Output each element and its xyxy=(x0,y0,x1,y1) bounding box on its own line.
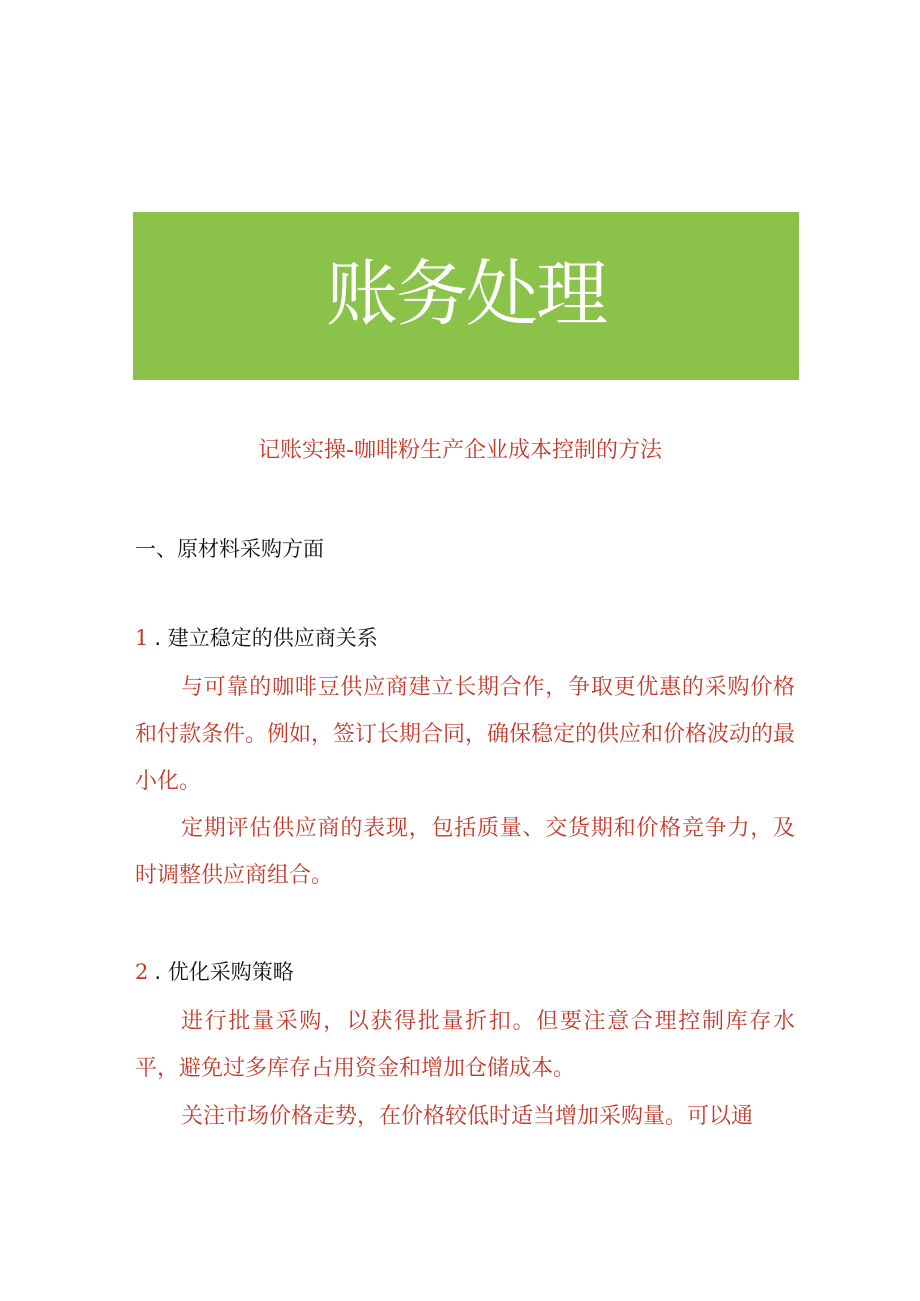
paragraph: 与可靠的咖啡豆供应商建立长期合作，争取更优惠的采购价格和付款条件。例如，签订长期合同，确保稳定的供应和价格波动的最小化。 xyxy=(135,675,796,794)
paragraph: 定期评估供应商的表现，包括质量、交货期和价格竞争力，及时调整供应商组合。 xyxy=(135,816,795,888)
title-banner xyxy=(133,212,799,380)
sub-heading-number: 1 xyxy=(135,626,149,650)
sub-heading-1 xyxy=(135,624,378,652)
document-subtitle: 记账实操-咖啡粉生产企业成本控制的方法 xyxy=(258,438,662,463)
sub-heading-number: 2 xyxy=(135,960,149,984)
paragraph: 关注市场价格走势，在价格较低时适当增加采购量。可以通 xyxy=(181,1104,754,1129)
sub-heading-2 xyxy=(135,958,294,986)
paragraph: 进行批量采购，以获得批量折扣。但要注意合理控制库存水平，避免过多库存占用资金和增加仓储成本。 xyxy=(135,1009,795,1081)
sub-heading-title: . 优化采购策略 xyxy=(154,960,294,984)
section-heading: 一、原材料采购方面 xyxy=(135,537,324,561)
sub-heading-title: . 建立稳定的供应商关系 xyxy=(154,626,378,650)
banner-title: 账务处理 xyxy=(325,252,606,336)
